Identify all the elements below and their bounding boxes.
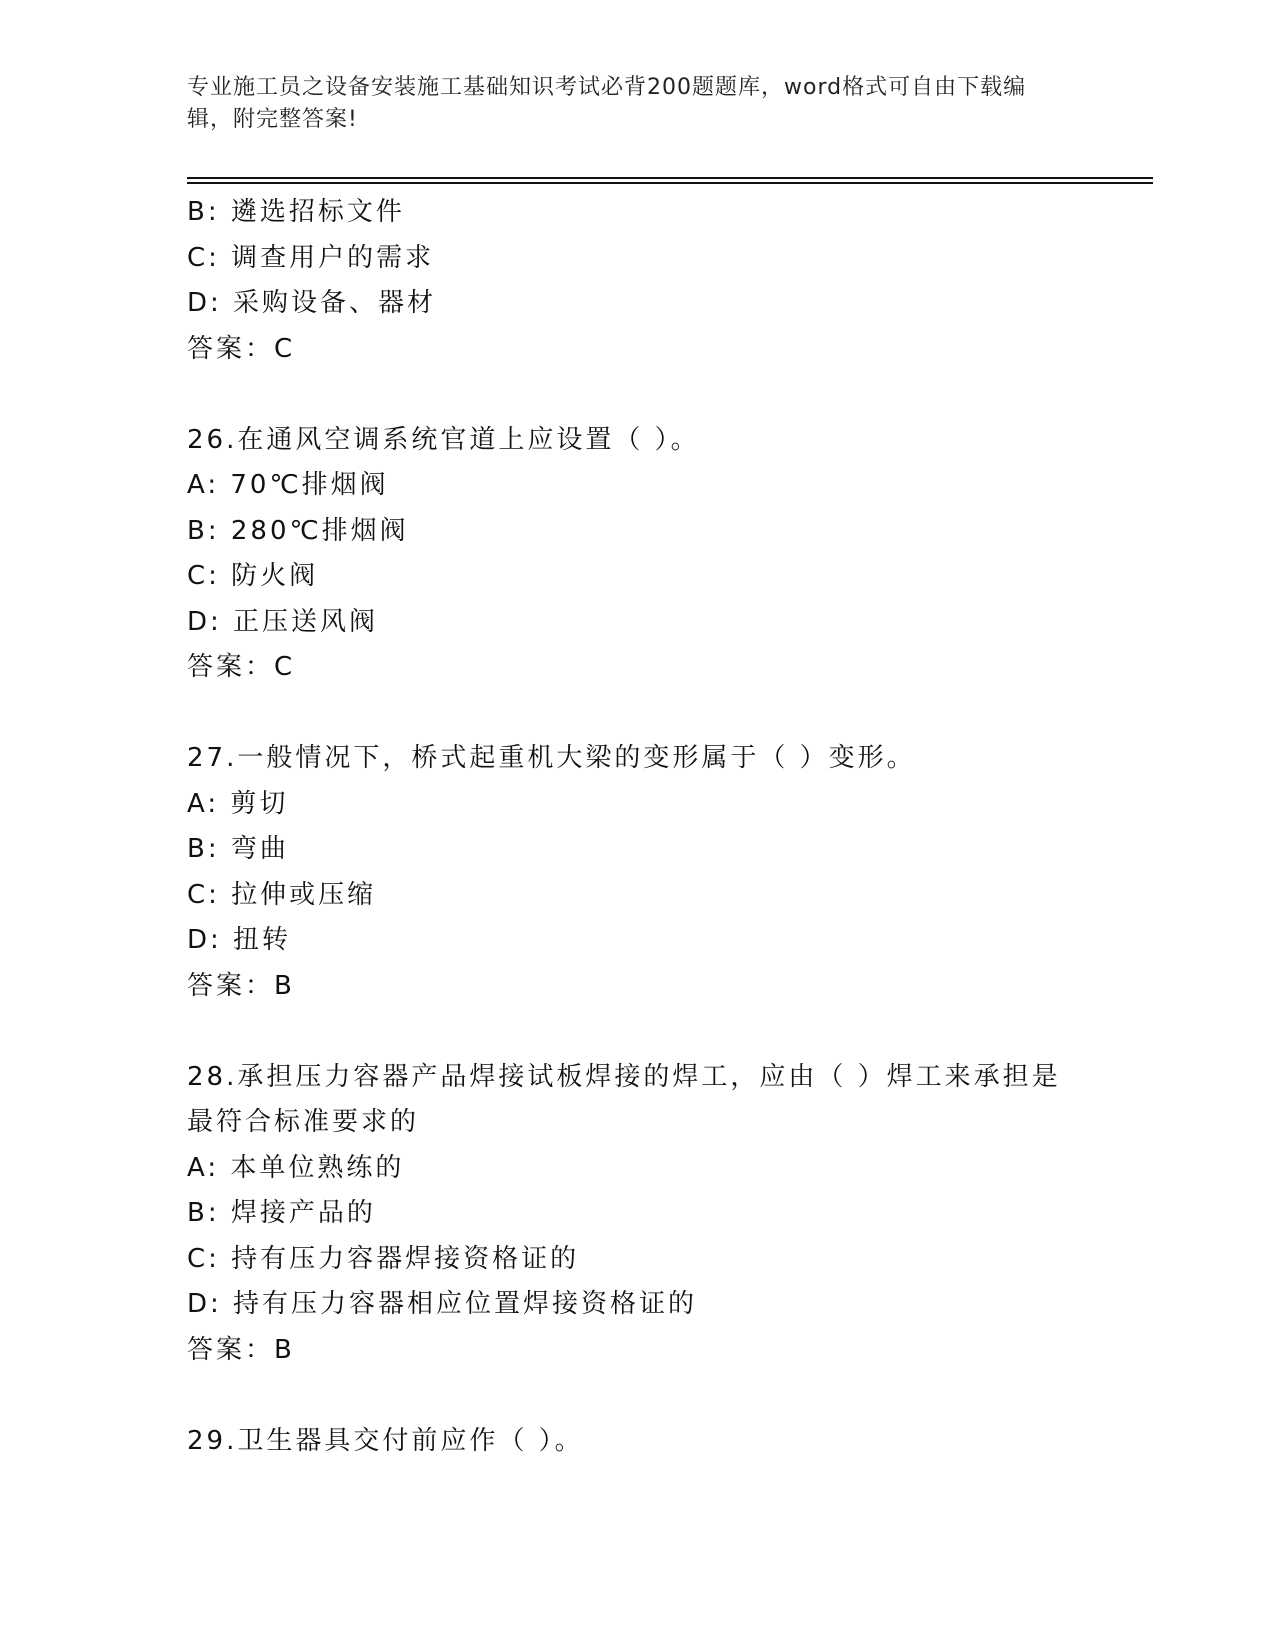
- document-header: 专业施工员之设备安装施工基础知识考试必背200题题库，word格式可自由下载编辑，附完整答案!: [187, 75, 1027, 132]
- question-stem: 26.在通风空调系统官道上应设置（ ）。: [187, 424, 700, 455]
- question-28: [187, 1055, 1067, 1374]
- answer-line: 答案：B: [187, 1334, 295, 1365]
- answer-line: 答案：C: [187, 652, 296, 682]
- question-stem: 27.一般情况下，桥式起重机大梁的变形属于（ ）变形。: [187, 743, 916, 773]
- question-26: [187, 418, 1067, 691]
- question-25-tail: [187, 190, 1067, 372]
- spacer: [187, 372, 1067, 418]
- option-b: B: 弯曲: [187, 834, 289, 864]
- option-d: D: 采购设备、器材: [187, 288, 437, 318]
- question-list: [187, 190, 1067, 1464]
- option-a: A: 本单位熟练的: [187, 1152, 405, 1183]
- header-divider-top: [187, 177, 1153, 179]
- option-c: C: 拉伸或压缩: [187, 879, 377, 910]
- question-stem: 29.卫生器具交付前应作（ ）。: [187, 1425, 584, 1456]
- option-b: B: 焊接产品的: [187, 1198, 376, 1228]
- option-d: D: 扭转: [187, 925, 292, 955]
- answer-line: 答案：C: [187, 333, 296, 364]
- option-a: A: 70℃排烟阀: [187, 470, 389, 500]
- option-c: C: 防火阀: [187, 561, 319, 591]
- option-c: C: 持有压力容器焊接资格证的: [187, 1243, 580, 1274]
- header-divider-bottom: [187, 182, 1153, 184]
- option-b: B: 遴选招标文件: [187, 197, 405, 227]
- spacer: [187, 1009, 1067, 1055]
- answer-line: 答案：B: [187, 970, 295, 1001]
- option-d: D: 正压送风阀: [187, 606, 379, 637]
- question-29: [187, 1419, 1067, 1465]
- question-27: [187, 736, 1067, 1009]
- option-a: A: 剪切: [187, 788, 289, 819]
- option-d: D: 持有压力容器相应位置焊接资格证的: [187, 1289, 698, 1319]
- option-c: C: 调查用户的需求: [187, 242, 435, 273]
- question-stem: 28.承担压力容器产品焊接试板焊接的焊工，应由（ ）焊工来承担是最符合标准要求的: [187, 1061, 1061, 1137]
- option-b: B: 280℃排烟阀: [187, 515, 409, 546]
- spacer: [187, 691, 1067, 737]
- spacer: [187, 1373, 1067, 1419]
